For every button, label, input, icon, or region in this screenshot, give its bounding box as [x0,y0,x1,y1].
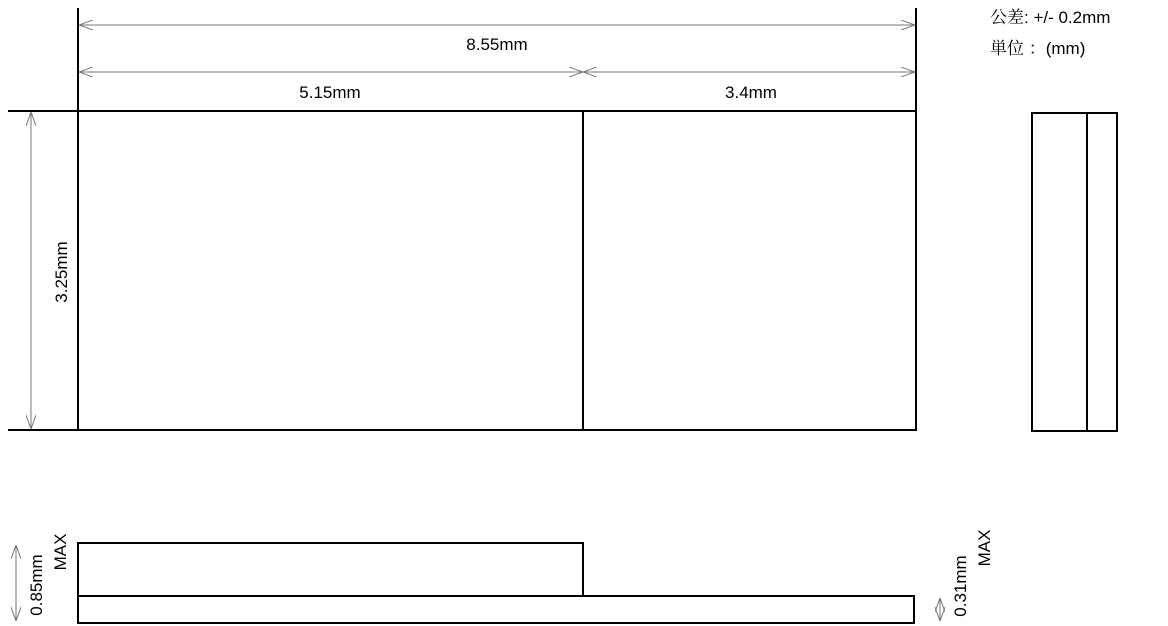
dimension-label-right: 3.4mm [725,83,777,102]
dimension-label-thickness-base: 0.31mm [951,555,970,617]
dimension-label-thickness-total: 0.85mm [27,554,46,616]
front-view-base-block [78,596,914,623]
front-view-upper-block [78,543,583,596]
dimension-total-length [79,25,915,54]
dimension-label-thickness-total-max: MAX [51,533,70,571]
unit-note: 単位 ：(mm) [990,39,1086,58]
tolerance-note: 公差: +/- 0.2mm [990,8,1111,27]
front-view [78,543,914,623]
dimension-label-left: 5.15mm [299,83,361,102]
dimension-label-total: 8.55mm [466,35,528,54]
side-view-outline [1032,113,1117,431]
dimension-label-height: 3.25mm [52,241,71,303]
dimension-thickness-base [940,530,994,621]
dimension-height [31,112,71,429]
dimension-thickness-total [16,534,70,621]
top-view-outline [78,111,916,430]
dimension-segment-lengths [79,72,915,102]
top-view [8,8,916,430]
dimension-label-thickness-base-max: MAX [975,529,994,567]
side-view [1032,113,1117,431]
